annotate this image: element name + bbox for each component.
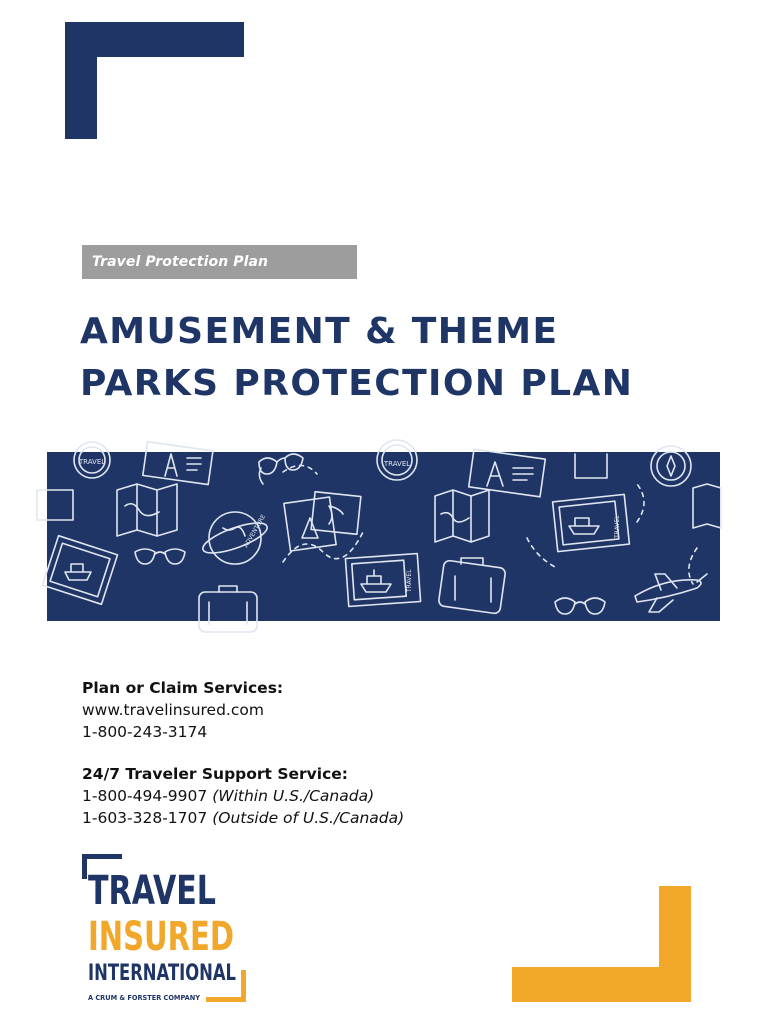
airplane-icon bbox=[635, 574, 707, 612]
title-line-1: AMUSEMENT & THEME bbox=[80, 311, 559, 352]
eiffel-stamp-icon bbox=[143, 442, 213, 485]
sunglasses-icon bbox=[555, 598, 605, 614]
svg-text:TRAVEL: TRAVEL bbox=[614, 515, 621, 538]
svg-text:TRAVEL: TRAVEL bbox=[78, 458, 106, 466]
sunglasses-icon bbox=[135, 549, 185, 564]
eiffel-stamp-icon bbox=[469, 449, 546, 497]
logo-word-international: INTERNATIONAL bbox=[88, 961, 236, 986]
support-phone-2[interactable]: 1-603-328-1707 bbox=[82, 809, 208, 827]
ship-stamp-icon bbox=[42, 536, 117, 605]
document-title bbox=[80, 306, 740, 410]
map-icon bbox=[117, 484, 177, 536]
plan-claim-services-heading: Plan or Claim Services: bbox=[82, 679, 284, 697]
ship-stamp-icon bbox=[345, 554, 420, 607]
document-type-tag: Travel Protection Plan bbox=[82, 245, 357, 279]
globe-icon bbox=[200, 512, 271, 564]
traveler-support-block bbox=[82, 763, 404, 829]
support-phone-row-2 bbox=[82, 807, 404, 829]
plan-phone-number[interactable]: 1-800-243-3174 bbox=[82, 723, 208, 741]
top-left-bracket-vertical bbox=[65, 22, 97, 139]
travel-pattern-banner bbox=[47, 452, 720, 621]
postcard-icon bbox=[284, 492, 361, 551]
travel-insured-logo bbox=[80, 852, 260, 1007]
logo-tagline: A CRUM & FORSTER COMPANY bbox=[88, 994, 201, 1002]
bottom-right-bracket-horizontal bbox=[512, 967, 691, 1002]
svg-text:TRAVEL: TRAVEL bbox=[406, 569, 413, 592]
map-icon bbox=[693, 484, 721, 528]
logo-word-travel: TRAVEL bbox=[88, 868, 216, 914]
title-line-2: PARKS PROTECTION PLAN bbox=[80, 363, 634, 404]
passport-stamp-icon bbox=[74, 442, 110, 478]
plan-website-link[interactable]: www.travelinsured.com bbox=[82, 701, 264, 719]
traveler-support-heading: 24/7 Traveler Support Service: bbox=[82, 765, 348, 783]
suitcase-icon bbox=[438, 558, 506, 614]
suitcase-icon bbox=[199, 586, 257, 632]
compass-stamp-icon bbox=[651, 446, 691, 486]
sunglasses-icon bbox=[259, 454, 303, 484]
support-phone-1[interactable]: 1-800-494-9907 bbox=[82, 787, 208, 805]
logo-word-insured: INSURED bbox=[88, 914, 234, 960]
plan-claim-services-block bbox=[82, 677, 283, 743]
passport-stamp-icon bbox=[377, 440, 417, 480]
support-note-2: (Outside of U.S./Canada) bbox=[212, 809, 405, 827]
ship-stamp-icon bbox=[553, 494, 630, 551]
support-note-1: (Within U.S./Canada) bbox=[212, 787, 375, 805]
svg-text:ADVENTURE: ADVENTURE bbox=[242, 513, 268, 549]
svg-text:TRAVEL: TRAVEL bbox=[383, 460, 411, 468]
map-icon bbox=[435, 490, 489, 542]
support-phone-row-1 bbox=[82, 785, 404, 807]
